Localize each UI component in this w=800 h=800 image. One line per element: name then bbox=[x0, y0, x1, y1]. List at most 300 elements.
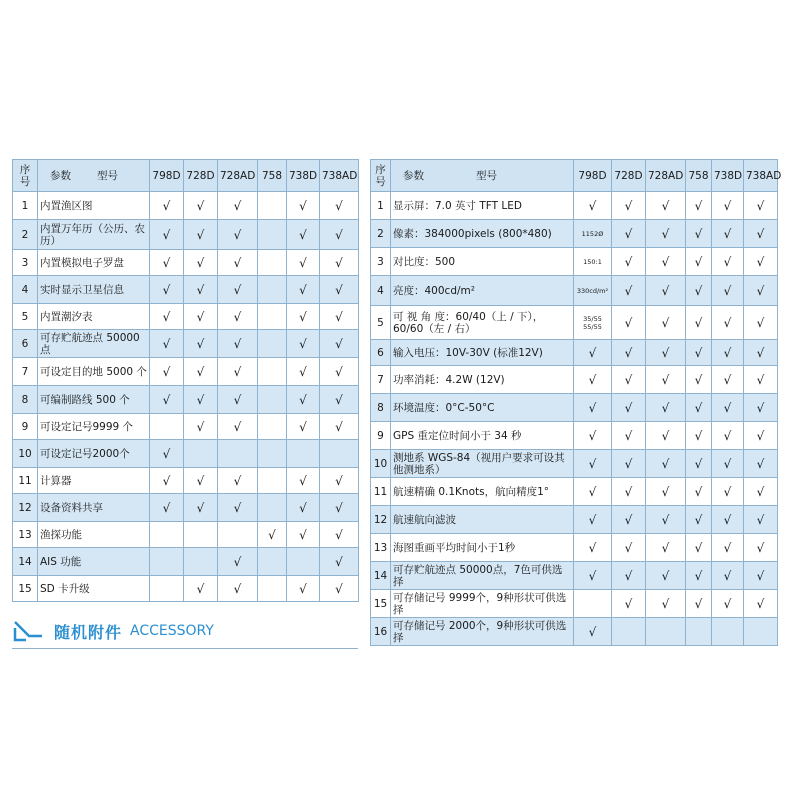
empty-cell bbox=[258, 358, 287, 386]
check-mark: √ bbox=[218, 576, 258, 602]
empty-cell bbox=[258, 548, 287, 576]
check-mark: √ bbox=[686, 534, 712, 562]
feature-table bbox=[12, 159, 359, 602]
row-number: 16 bbox=[371, 618, 391, 646]
check-mark: √ bbox=[646, 306, 686, 340]
empty-cell bbox=[184, 440, 218, 468]
check-mark: √ bbox=[150, 250, 184, 276]
check-mark: √ bbox=[612, 340, 646, 366]
check-mark: √ bbox=[712, 220, 744, 248]
check-mark: √ bbox=[320, 494, 359, 522]
check-mark: √ bbox=[686, 562, 712, 590]
check-mark: √ bbox=[612, 478, 646, 506]
empty-cell bbox=[646, 618, 686, 646]
check-mark: √ bbox=[287, 414, 320, 440]
check-mark: √ bbox=[184, 468, 218, 494]
feature-name: 内置渔区图 bbox=[38, 192, 150, 220]
feature-name: AIS 功能 bbox=[38, 548, 150, 576]
check-mark: √ bbox=[320, 358, 359, 386]
check-mark: √ bbox=[646, 534, 686, 562]
row-number: 6 bbox=[13, 330, 38, 358]
header-param-model bbox=[391, 160, 574, 192]
empty-cell bbox=[218, 440, 258, 468]
row-number: 14 bbox=[371, 562, 391, 590]
table-row bbox=[371, 340, 778, 366]
spec-text: 航速精确 0.1Knots，航向精度1° bbox=[391, 478, 574, 506]
feature-name: SD 卡升级 bbox=[38, 576, 150, 602]
check-mark: √ bbox=[184, 250, 218, 276]
table-row bbox=[13, 358, 359, 386]
check-mark: √ bbox=[744, 220, 778, 248]
feature-name: 可设定记号2000个 bbox=[38, 440, 150, 468]
check-mark: √ bbox=[612, 220, 646, 248]
table-row bbox=[371, 590, 778, 618]
check-mark: √ bbox=[150, 304, 184, 330]
check-mark: √ bbox=[574, 422, 612, 450]
header-model-2: 728AD bbox=[646, 160, 686, 192]
row-number: 1 bbox=[13, 192, 38, 220]
spec-text: 可存储记号 2000个，9种形状可供选择 bbox=[391, 618, 574, 646]
check-mark: √ bbox=[612, 506, 646, 534]
check-mark: √ bbox=[646, 506, 686, 534]
check-mark: √ bbox=[712, 506, 744, 534]
row-number: 10 bbox=[13, 440, 38, 468]
check-mark: √ bbox=[258, 522, 287, 548]
check-mark: √ bbox=[686, 478, 712, 506]
check-mark: √ bbox=[218, 250, 258, 276]
spec-text: 测地系 WGS-84（视用户要求可设其他测地系） bbox=[391, 450, 574, 478]
empty-cell bbox=[258, 576, 287, 602]
check-mark: √ bbox=[712, 276, 744, 306]
table-row bbox=[371, 562, 778, 590]
check-mark: √ bbox=[184, 576, 218, 602]
row-number: 5 bbox=[13, 304, 38, 330]
check-mark: √ bbox=[218, 548, 258, 576]
check-mark: √ bbox=[612, 422, 646, 450]
header-model-4: 738D bbox=[712, 160, 744, 192]
empty-cell bbox=[320, 440, 359, 468]
spec-value: 150:1 bbox=[574, 248, 612, 276]
check-mark: √ bbox=[320, 386, 359, 414]
empty-cell bbox=[258, 468, 287, 494]
spec-text: 显示屏：7.0 英寸 TFT LED bbox=[391, 192, 574, 220]
check-mark: √ bbox=[686, 394, 712, 422]
header-model-3: 758 bbox=[686, 160, 712, 192]
spec-text: 输入电压：10V-30V (标准12V) bbox=[391, 340, 574, 366]
check-mark: √ bbox=[320, 576, 359, 602]
check-mark: √ bbox=[320, 468, 359, 494]
empty-cell bbox=[287, 440, 320, 468]
check-mark: √ bbox=[150, 440, 184, 468]
table-row bbox=[371, 394, 778, 422]
feature-name: 设备资料共享 bbox=[38, 494, 150, 522]
row-number: 5 bbox=[371, 306, 391, 340]
check-mark: √ bbox=[218, 358, 258, 386]
table-row bbox=[371, 506, 778, 534]
row-number: 11 bbox=[371, 478, 391, 506]
check-mark: √ bbox=[686, 276, 712, 306]
check-mark: √ bbox=[744, 192, 778, 220]
check-mark: √ bbox=[646, 366, 686, 394]
check-mark: √ bbox=[218, 330, 258, 358]
row-number: 9 bbox=[371, 422, 391, 450]
check-mark: √ bbox=[287, 304, 320, 330]
check-mark: √ bbox=[612, 192, 646, 220]
check-mark: √ bbox=[744, 478, 778, 506]
check-mark: √ bbox=[320, 522, 359, 548]
feature-name: 内置万年历（公历、农历） bbox=[38, 220, 150, 250]
check-mark: √ bbox=[574, 618, 612, 646]
empty-cell bbox=[218, 522, 258, 548]
row-number: 7 bbox=[13, 358, 38, 386]
empty-cell bbox=[744, 618, 778, 646]
check-mark: √ bbox=[184, 494, 218, 522]
empty-cell bbox=[258, 414, 287, 440]
check-mark: √ bbox=[184, 304, 218, 330]
check-mark: √ bbox=[320, 276, 359, 304]
row-number: 13 bbox=[371, 534, 391, 562]
header-model-2: 728AD bbox=[218, 160, 258, 192]
spec-value: 1152Ø bbox=[574, 220, 612, 248]
feature-name: 可设定目的地 5000 个 bbox=[38, 358, 150, 386]
check-mark: √ bbox=[744, 562, 778, 590]
table-row bbox=[371, 618, 778, 646]
check-mark: √ bbox=[218, 304, 258, 330]
check-mark: √ bbox=[712, 590, 744, 618]
table-row bbox=[13, 494, 359, 522]
header-model-5: 738AD bbox=[320, 160, 359, 192]
row-number: 12 bbox=[13, 494, 38, 522]
check-mark: √ bbox=[287, 192, 320, 220]
check-mark: √ bbox=[744, 340, 778, 366]
check-mark: √ bbox=[612, 590, 646, 618]
check-mark: √ bbox=[218, 192, 258, 220]
spec-table bbox=[370, 159, 782, 646]
check-mark: √ bbox=[287, 386, 320, 414]
check-mark: √ bbox=[712, 366, 744, 394]
spec-text: 航速航向滤波 bbox=[391, 506, 574, 534]
empty-cell bbox=[258, 304, 287, 330]
accessory-divider bbox=[12, 648, 358, 649]
empty-cell bbox=[258, 494, 287, 522]
table-header-row bbox=[371, 160, 778, 192]
row-number: 15 bbox=[13, 576, 38, 602]
check-mark: √ bbox=[712, 422, 744, 450]
spec-text: 可存贮航迹点 50000点，7色可供选择 bbox=[391, 562, 574, 590]
check-mark: √ bbox=[646, 394, 686, 422]
table-row bbox=[13, 304, 359, 330]
check-mark: √ bbox=[612, 562, 646, 590]
check-mark: √ bbox=[646, 422, 686, 450]
table-row bbox=[371, 306, 778, 340]
empty-cell bbox=[150, 414, 184, 440]
check-mark: √ bbox=[320, 414, 359, 440]
check-mark: √ bbox=[744, 248, 778, 276]
check-mark: √ bbox=[646, 478, 686, 506]
check-mark: √ bbox=[574, 366, 612, 394]
table-header-row bbox=[13, 160, 359, 192]
check-mark: √ bbox=[184, 414, 218, 440]
check-mark: √ bbox=[744, 590, 778, 618]
check-mark: √ bbox=[646, 450, 686, 478]
check-mark: √ bbox=[320, 330, 359, 358]
row-number: 15 bbox=[371, 590, 391, 618]
header-param-model bbox=[38, 160, 150, 192]
check-mark: √ bbox=[744, 306, 778, 340]
check-mark: √ bbox=[218, 220, 258, 250]
header-model-3: 758 bbox=[258, 160, 287, 192]
check-mark: √ bbox=[287, 220, 320, 250]
empty-cell bbox=[258, 440, 287, 468]
check-mark: √ bbox=[574, 506, 612, 534]
row-number: 10 bbox=[371, 450, 391, 478]
check-mark: √ bbox=[744, 450, 778, 478]
header-model-5: 738AD bbox=[744, 160, 778, 192]
spec-text: 像素：384000pixels (800*480) bbox=[391, 220, 574, 248]
row-number: 8 bbox=[13, 386, 38, 414]
table-row bbox=[371, 248, 778, 276]
header-model-1: 728D bbox=[612, 160, 646, 192]
empty-cell bbox=[150, 548, 184, 576]
row-number: 1 bbox=[371, 192, 391, 220]
empty-cell bbox=[258, 250, 287, 276]
header-param: 参数 bbox=[50, 169, 71, 182]
spec-text: 对比度：500 bbox=[391, 248, 574, 276]
row-number: 3 bbox=[13, 250, 38, 276]
feature-name: 实时显示卫星信息 bbox=[38, 276, 150, 304]
check-mark: √ bbox=[612, 248, 646, 276]
empty-cell bbox=[184, 522, 218, 548]
check-mark: √ bbox=[287, 250, 320, 276]
check-mark: √ bbox=[320, 548, 359, 576]
table-row bbox=[371, 534, 778, 562]
table-row bbox=[371, 220, 778, 248]
check-mark: √ bbox=[612, 534, 646, 562]
check-mark: √ bbox=[320, 250, 359, 276]
table-row bbox=[371, 276, 778, 306]
check-mark: √ bbox=[287, 468, 320, 494]
spec-text: 环境温度：0°C-50°C bbox=[391, 394, 574, 422]
header-model-0: 798D bbox=[574, 160, 612, 192]
empty-cell bbox=[686, 618, 712, 646]
check-mark: √ bbox=[150, 494, 184, 522]
table-row bbox=[13, 276, 359, 304]
check-mark: √ bbox=[612, 450, 646, 478]
check-mark: √ bbox=[744, 534, 778, 562]
check-mark: √ bbox=[150, 468, 184, 494]
check-mark: √ bbox=[646, 192, 686, 220]
row-number: 7 bbox=[371, 366, 391, 394]
check-mark: √ bbox=[686, 340, 712, 366]
check-mark: √ bbox=[612, 276, 646, 306]
header-seq: 序 号 bbox=[13, 160, 38, 192]
spec-text: GPS 重定位时间小于 34 秒 bbox=[391, 422, 574, 450]
check-mark: √ bbox=[574, 450, 612, 478]
table-row bbox=[13, 220, 359, 250]
row-number: 2 bbox=[13, 220, 38, 250]
table-row bbox=[371, 450, 778, 478]
table-row bbox=[371, 422, 778, 450]
check-mark: √ bbox=[287, 330, 320, 358]
empty-cell bbox=[574, 590, 612, 618]
row-number: 8 bbox=[371, 394, 391, 422]
spec-text: 可 视 角 度：60/40（上 / 下），60/60（左 / 右） bbox=[391, 306, 574, 340]
empty-cell bbox=[712, 618, 744, 646]
check-mark: √ bbox=[712, 306, 744, 340]
empty-cell bbox=[258, 386, 287, 414]
check-mark: √ bbox=[646, 562, 686, 590]
check-mark: √ bbox=[712, 534, 744, 562]
table-row bbox=[13, 386, 359, 414]
check-mark: √ bbox=[218, 386, 258, 414]
feature-name: 可编制路线 500 个 bbox=[38, 386, 150, 414]
check-mark: √ bbox=[184, 276, 218, 304]
empty-cell bbox=[258, 220, 287, 250]
check-mark: √ bbox=[686, 306, 712, 340]
check-mark: √ bbox=[712, 192, 744, 220]
check-mark: √ bbox=[686, 366, 712, 394]
table-row bbox=[13, 440, 359, 468]
row-number: 14 bbox=[13, 548, 38, 576]
check-mark: √ bbox=[646, 340, 686, 366]
header-model: 型号 bbox=[476, 169, 497, 182]
check-mark: √ bbox=[686, 590, 712, 618]
table-row bbox=[13, 250, 359, 276]
check-mark: √ bbox=[744, 394, 778, 422]
empty-cell bbox=[184, 548, 218, 576]
check-mark: √ bbox=[574, 394, 612, 422]
check-mark: √ bbox=[686, 422, 712, 450]
header-model-1: 728D bbox=[184, 160, 218, 192]
accessory-title-en: ACCESSORY bbox=[130, 623, 214, 639]
row-number: 6 bbox=[371, 340, 391, 366]
check-mark: √ bbox=[218, 414, 258, 440]
check-mark: √ bbox=[712, 450, 744, 478]
check-mark: √ bbox=[320, 304, 359, 330]
spec-text: 功率消耗：4.2W (12V) bbox=[391, 366, 574, 394]
check-mark: √ bbox=[287, 522, 320, 548]
check-mark: √ bbox=[744, 506, 778, 534]
check-mark: √ bbox=[184, 358, 218, 386]
check-mark: √ bbox=[150, 276, 184, 304]
feature-name: 计算器 bbox=[38, 468, 150, 494]
row-number: 9 bbox=[13, 414, 38, 440]
table-row bbox=[13, 576, 359, 602]
check-mark: √ bbox=[574, 340, 612, 366]
check-mark: √ bbox=[150, 358, 184, 386]
check-mark: √ bbox=[184, 220, 218, 250]
feature-name: 渔探功能 bbox=[38, 522, 150, 548]
check-mark: √ bbox=[320, 192, 359, 220]
check-mark: √ bbox=[287, 494, 320, 522]
empty-cell bbox=[258, 276, 287, 304]
spec-value: 330cd/m² bbox=[574, 276, 612, 306]
check-mark: √ bbox=[612, 306, 646, 340]
empty-cell bbox=[150, 576, 184, 602]
accessory-title-cn: 随机附件 bbox=[54, 622, 123, 642]
row-number: 12 bbox=[371, 506, 391, 534]
row-number: 4 bbox=[13, 276, 38, 304]
row-number: 4 bbox=[371, 276, 391, 306]
check-mark: √ bbox=[574, 534, 612, 562]
check-mark: √ bbox=[646, 220, 686, 248]
row-number: 13 bbox=[13, 522, 38, 548]
check-mark: √ bbox=[712, 394, 744, 422]
check-mark: √ bbox=[646, 590, 686, 618]
check-mark: √ bbox=[150, 220, 184, 250]
table-row bbox=[371, 478, 778, 506]
feature-name: 内置模拟电子罗盘 bbox=[38, 250, 150, 276]
check-mark: √ bbox=[320, 220, 359, 250]
check-mark: √ bbox=[218, 468, 258, 494]
check-mark: √ bbox=[287, 576, 320, 602]
spec-text: 可存储记号 9999个，9种形状可供选择 bbox=[391, 590, 574, 618]
check-mark: √ bbox=[574, 478, 612, 506]
accessory-section-title bbox=[12, 618, 214, 644]
check-mark: √ bbox=[574, 562, 612, 590]
check-mark: √ bbox=[712, 248, 744, 276]
table-row bbox=[13, 414, 359, 440]
check-mark: √ bbox=[686, 450, 712, 478]
header-param: 参数 bbox=[403, 169, 424, 182]
table-row bbox=[371, 366, 778, 394]
check-mark: √ bbox=[744, 422, 778, 450]
empty-cell bbox=[287, 548, 320, 576]
check-mark: √ bbox=[287, 358, 320, 386]
check-mark: √ bbox=[712, 562, 744, 590]
spec-text: 亮度：400cd/m² bbox=[391, 276, 574, 306]
table-row bbox=[371, 192, 778, 220]
check-mark: √ bbox=[150, 192, 184, 220]
spec-text: 海图重画平均时间小于1秒 bbox=[391, 534, 574, 562]
check-mark: √ bbox=[150, 330, 184, 358]
check-mark: √ bbox=[218, 276, 258, 304]
table-row bbox=[13, 192, 359, 220]
check-mark: √ bbox=[744, 366, 778, 394]
check-mark: √ bbox=[184, 386, 218, 414]
arrow-icon bbox=[12, 618, 46, 644]
table-row bbox=[13, 468, 359, 494]
feature-name: 内置潮汐表 bbox=[38, 304, 150, 330]
check-mark: √ bbox=[612, 394, 646, 422]
header-model-4: 738D bbox=[287, 160, 320, 192]
check-mark: √ bbox=[712, 478, 744, 506]
header-model-0: 798D bbox=[150, 160, 184, 192]
empty-cell bbox=[612, 618, 646, 646]
empty-cell bbox=[258, 330, 287, 358]
check-mark: √ bbox=[218, 494, 258, 522]
row-number: 11 bbox=[13, 468, 38, 494]
check-mark: √ bbox=[184, 330, 218, 358]
header-seq: 序 号 bbox=[371, 160, 391, 192]
check-mark: √ bbox=[287, 276, 320, 304]
check-mark: √ bbox=[612, 366, 646, 394]
feature-name: 可设定记号9999 个 bbox=[38, 414, 150, 440]
spec-value: 35/55 55/55 bbox=[574, 306, 612, 340]
table-row bbox=[13, 548, 359, 576]
check-mark: √ bbox=[646, 248, 686, 276]
row-number: 3 bbox=[371, 248, 391, 276]
check-mark: √ bbox=[574, 192, 612, 220]
empty-cell bbox=[150, 522, 184, 548]
table-row bbox=[13, 522, 359, 548]
check-mark: √ bbox=[646, 276, 686, 306]
check-mark: √ bbox=[184, 192, 218, 220]
empty-cell bbox=[258, 192, 287, 220]
check-mark: √ bbox=[712, 340, 744, 366]
row-number: 2 bbox=[371, 220, 391, 248]
header-model: 型号 bbox=[97, 169, 118, 182]
